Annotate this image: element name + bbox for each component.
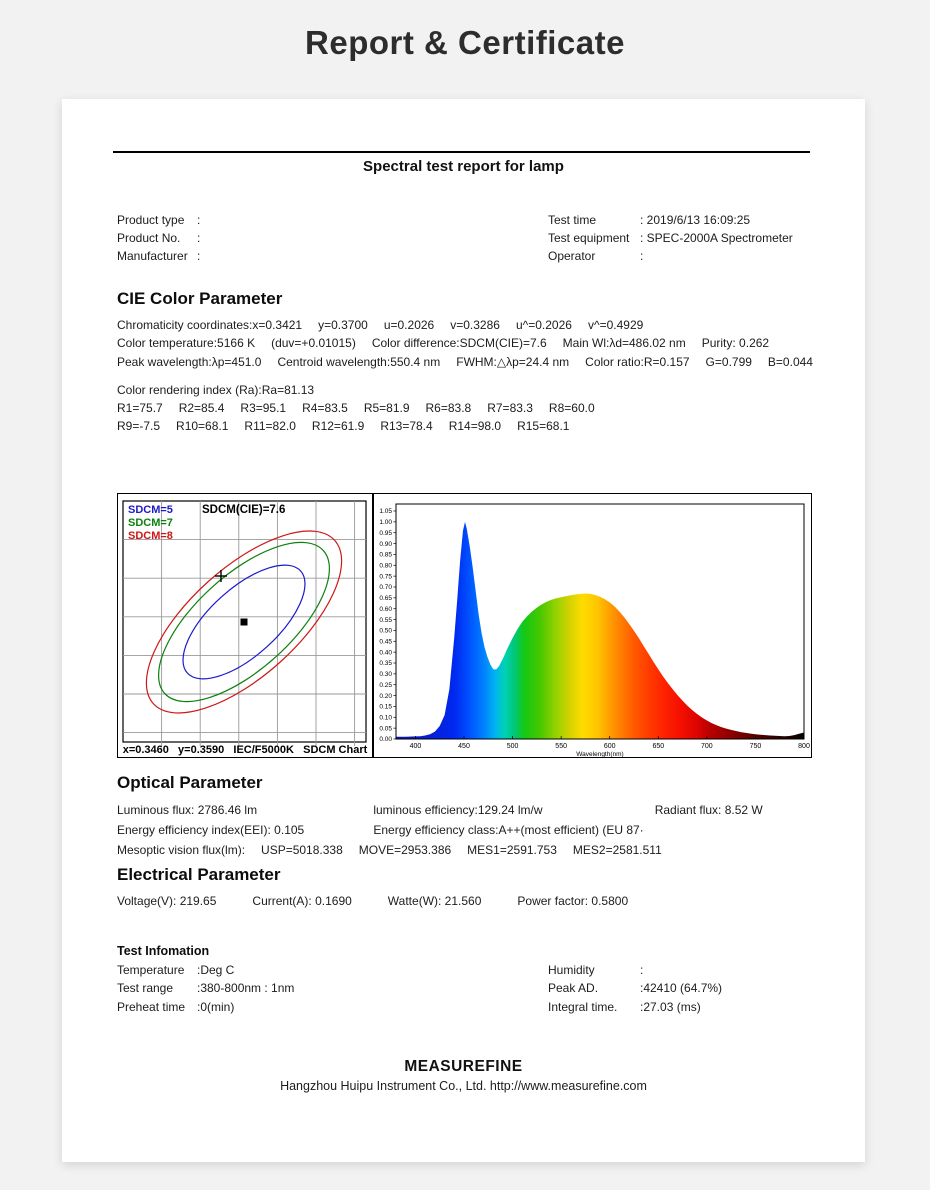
svg-text:1.00: 1.00: [379, 519, 392, 527]
energy-efficiency-index: Energy efficiency index(EEI): 0.105: [117, 823, 305, 837]
charts-area: [117, 493, 812, 758]
text-segment: R14=98.0: [448, 419, 502, 433]
report-title: Spectral test report for lamp: [363, 158, 564, 175]
info-label: Integral time.: [548, 1000, 618, 1014]
text-segment: Voltage(V): 219.65: [117, 894, 217, 908]
text-segment: R7=83.3: [487, 401, 533, 415]
luminous-efficiency: luminous efficiency:129.24 lm/w: [373, 803, 543, 817]
svg-text:x=0.3460 y=0.3590 IEC/F500: x=0.3460 y=0.3590 IEC/F5000K SDCM Chart: [122, 744, 368, 756]
report-card: [62, 99, 865, 1162]
info-row-operator: [548, 249, 643, 263]
svg-text:0.90: 0.90: [379, 540, 392, 548]
text-segment: R6=83.8: [425, 401, 472, 415]
svg-text:750: 750: [749, 743, 762, 750]
svg-text:650: 650: [652, 743, 665, 750]
info-value: : 2019/6/13 16:09:25: [640, 213, 751, 227]
svg-text:0.15: 0.15: [379, 703, 392, 711]
info-value: :0(min): [197, 1000, 235, 1014]
test-info-humidity: [548, 963, 643, 977]
info-row-product-no: [117, 231, 200, 245]
text-segment: MOVE=2953.386: [358, 843, 452, 857]
info-label: Test range: [117, 981, 174, 995]
text-segment: R13=78.4: [380, 419, 433, 433]
info-value: :: [197, 249, 201, 263]
text-segment: R2=85.4: [178, 401, 225, 415]
optical-row-2: [117, 823, 644, 837]
text-segment: R10=68.1: [176, 419, 229, 433]
text-segment: v^=0.4929: [587, 318, 644, 332]
svg-text:SDCM=7: SDCM=7: [128, 517, 173, 529]
text-segment: R8=60.0: [548, 401, 595, 415]
company-line: Hangzhou Huipu Instrument Co., Ltd. http://www.measurefine.com: [280, 1079, 647, 1093]
info-value: :27.03 (ms): [640, 1000, 701, 1014]
text-segment: Color temperature:5166 K: [117, 336, 256, 350]
info-label: Temperature: [117, 963, 185, 977]
svg-text:0.00: 0.00: [379, 736, 392, 744]
svg-text:550: 550: [555, 743, 567, 750]
svg-text:400: 400: [409, 743, 422, 750]
info-label: Peak AD.: [548, 981, 599, 995]
info-value: :: [197, 231, 201, 245]
text-segment: R12=61.9: [311, 419, 365, 433]
svg-text:0.70: 0.70: [379, 584, 392, 592]
info-label: Preheat time: [117, 1000, 186, 1014]
text-segment: G=0.799: [705, 355, 752, 369]
cie-chromaticity-line: [117, 318, 643, 332]
text-segment: Peak wavelength:λp=451.0: [117, 355, 262, 369]
svg-text:0.55: 0.55: [379, 616, 392, 624]
svg-text:450: 450: [458, 743, 470, 750]
optical-row-1: [117, 803, 763, 817]
text-segment: R15=68.1: [517, 419, 570, 433]
text-segment: R9=-7.5: [117, 419, 161, 433]
svg-text:600: 600: [603, 743, 616, 750]
svg-text:0.25: 0.25: [379, 681, 392, 689]
svg-text:SDCM(CIE)=7.6: SDCM(CIE)=7.6: [202, 504, 286, 516]
info-value: :Deg C: [197, 963, 235, 977]
info-label: Test time: [548, 213, 597, 227]
spectrum-chart-svg: [374, 494, 811, 757]
info-label: Humidity: [548, 963, 595, 977]
spectrum-chart: [373, 493, 812, 758]
text-segment: MES2=2581.511: [572, 843, 662, 857]
info-label: Manufacturer: [117, 249, 188, 263]
test-info-test-range: [117, 981, 294, 995]
text-segment: Color difference:SDCM(CIE)=7.6: [371, 336, 547, 350]
electrical-row: [117, 894, 628, 908]
svg-text:SDCM=5: SDCM=5: [128, 504, 173, 516]
svg-text:0.85: 0.85: [379, 551, 392, 559]
text-segment: USP=5018.338: [261, 843, 343, 857]
electrical-section-heading: Electrical Parameter: [117, 865, 281, 884]
energy-efficiency-class: Energy efficiency class:A++(most efficient) (EU 87·: [373, 823, 644, 837]
svg-text:0.35: 0.35: [379, 660, 392, 668]
cie-section-heading: CIE Color Parameter: [117, 289, 283, 308]
test-info-integral-time: [548, 1000, 701, 1014]
text-segment: B=0.044: [767, 355, 813, 369]
svg-text:800: 800: [798, 743, 810, 750]
title-rule: [113, 151, 810, 153]
text-segment: R1=75.7: [117, 401, 163, 415]
text-segment: Mesoptic vision flux(lm):: [117, 843, 246, 857]
text-segment: Chromaticity coordinates:x=0.3421: [117, 318, 303, 332]
test-info-heading: Test Infomation: [117, 944, 210, 958]
luminous-flux: Luminous flux: 2786.46 lm: [117, 803, 258, 817]
info-value: :: [640, 249, 644, 263]
text-segment: Watte(W): 21.560: [387, 894, 482, 908]
info-value: :380-800nm : 1nm: [197, 981, 295, 995]
text-segment: Current(A): 0.1690: [252, 894, 352, 908]
info-label: Operator: [548, 249, 596, 263]
info-row-product-type: [117, 213, 200, 227]
info-value: :: [197, 213, 201, 227]
text-segment: (duv=+0.01015): [271, 336, 356, 350]
svg-text:0.45: 0.45: [379, 638, 392, 646]
text-segment: R5=81.9: [363, 401, 410, 415]
info-value: : SPEC-2000A Spectrometer: [640, 231, 793, 245]
text-segment: Color ratio:R=0.157: [585, 355, 690, 369]
info-row-test-equipment: [548, 231, 793, 245]
cri-summary-line: Color rendering index (Ra):Ra=81.13: [117, 383, 315, 397]
text-segment: MES1=2591.753: [467, 843, 557, 857]
cie-temperature-line: [117, 336, 769, 350]
cri-row-1: [117, 401, 595, 415]
text-segment: Main Wl:λd=486.02 nm: [562, 336, 686, 350]
test-info-temperature: [117, 963, 234, 977]
svg-text:SDCM=8: SDCM=8: [128, 530, 173, 542]
info-label: Test equipment: [548, 231, 630, 245]
info-row-test-time: [548, 213, 750, 227]
svg-text:0.75: 0.75: [379, 573, 392, 581]
svg-text:0.05: 0.05: [379, 725, 392, 733]
text-segment: u^=0.2026: [515, 318, 572, 332]
svg-text:1.05: 1.05: [379, 508, 392, 516]
text-segment: y=0.3700: [318, 318, 368, 332]
svg-text:500: 500: [506, 743, 519, 750]
brand-name: MEASUREFINE: [404, 1058, 523, 1075]
svg-text:0.10: 0.10: [379, 714, 392, 722]
info-row-manufacturer: [117, 249, 200, 263]
optical-section-heading: Optical Parameter: [117, 773, 263, 792]
text-segment: Centroid wavelength:550.4 nm: [277, 355, 441, 369]
cri-row-2: [117, 419, 569, 433]
optical-row-3: [117, 843, 662, 857]
svg-text:0.20: 0.20: [379, 692, 392, 700]
page-title: Report & Certificate: [305, 24, 625, 61]
cie-wavelength-line: [117, 355, 813, 369]
test-info-peak-ad: [548, 981, 722, 995]
svg-text:0.60: 0.60: [379, 605, 392, 613]
svg-text:700: 700: [701, 743, 713, 750]
svg-text:0.40: 0.40: [379, 649, 392, 657]
svg-text:0.65: 0.65: [379, 595, 392, 603]
text-segment: R3=95.1: [240, 401, 287, 415]
text-segment: R11=82.0: [244, 419, 296, 433]
info-label: Product No.: [117, 231, 181, 245]
info-value: :: [640, 963, 644, 977]
svg-text:0.50: 0.50: [379, 627, 392, 635]
svg-text:0.95: 0.95: [379, 529, 392, 537]
text-segment: Power factor: 0.5800: [517, 894, 629, 908]
sdcm-chart-svg: [118, 494, 372, 757]
text-segment: u=0.2026: [383, 318, 435, 332]
sdcm-chart: [117, 493, 373, 758]
text-segment: R4=83.5: [302, 401, 348, 415]
text-segment: v=0.3286: [450, 318, 500, 332]
radiant-flux: Radiant flux: 8.52 W: [654, 803, 763, 817]
info-label: Product type: [117, 213, 185, 227]
svg-text:0.80: 0.80: [379, 562, 392, 570]
text-segment: Purity: 0.262: [701, 336, 770, 350]
svg-text:Wavelength(nm): Wavelength(nm): [576, 751, 624, 757]
test-info-preheat-time: [117, 1000, 234, 1014]
text-segment: FWHM:△λp=24.4 nm: [456, 355, 570, 369]
info-value: :42410 (64.7%): [640, 981, 723, 995]
svg-text:0.30: 0.30: [379, 671, 392, 679]
